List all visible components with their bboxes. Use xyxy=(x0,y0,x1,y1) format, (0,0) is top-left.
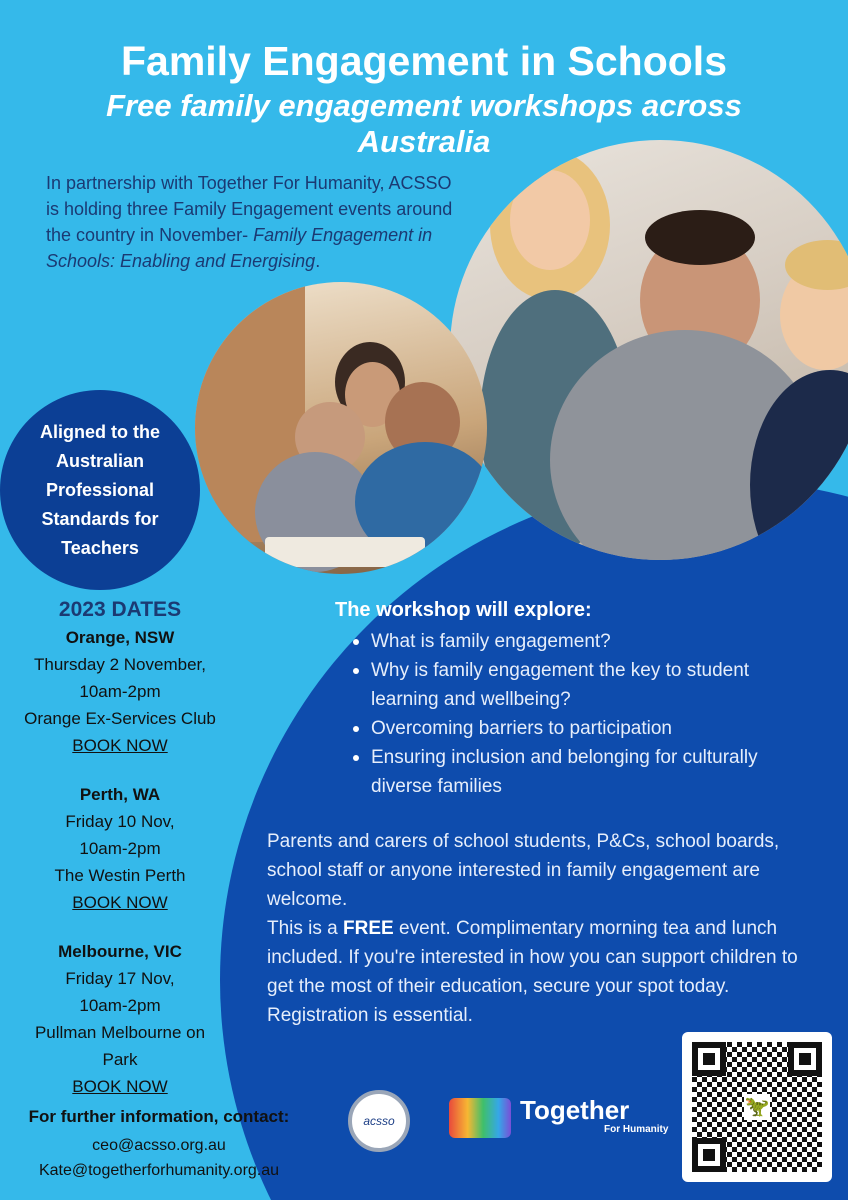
event-time: 10am-2pm xyxy=(79,996,161,1015)
event-venue: The Westin Perth xyxy=(54,866,186,885)
free-suffix: event. Complimentary morning tea and lunch included. If you're interested in how you can support children to get the most of their education, secure your spot today. Registration is essential. xyxy=(267,918,798,1026)
photo-woman-face xyxy=(510,170,590,270)
page-subtitle: Free family engagement workshops across Australia xyxy=(106,88,742,159)
intro-paragraph xyxy=(46,170,466,274)
aligned-text: Aligned to the Australian Professional Standards for Teachers xyxy=(40,421,160,558)
intro-event-name: Family Engagement in Schools: Enabling and Energising xyxy=(46,225,433,271)
dates-heading: 2023 DATES xyxy=(58,598,182,621)
description-para1: Parents and carers of school students, P&Cs, school boards, school staff or anyone interested in family engagement are welcome. xyxy=(267,831,780,910)
list-item: Why is family engagement the key to student learning and wellbeing? xyxy=(349,656,815,714)
contact-email-acsso[interactable]: ceo@acsso.org.au xyxy=(92,1137,226,1154)
acsso-logo xyxy=(348,1090,410,1152)
qr-finder-bottom-left xyxy=(692,1138,726,1172)
event-perth xyxy=(0,781,240,916)
family-photo-large xyxy=(450,140,848,560)
spacer xyxy=(0,759,240,781)
dates-column xyxy=(0,596,240,1100)
family-photo-small xyxy=(195,282,487,574)
book-now-link-melbourne[interactable]: BOOK NOW xyxy=(72,1077,168,1096)
together-for-humanity-name: Together xyxy=(520,1095,630,1125)
spacer xyxy=(0,916,240,938)
qr-finder-top-right xyxy=(788,1042,822,1076)
dinosaur-icon: 🦖 xyxy=(744,1096,770,1118)
acsso-logo-text: acsso xyxy=(363,1114,395,1128)
event-time: 10am-2pm xyxy=(79,839,161,858)
photo-man-hair xyxy=(645,210,755,265)
description-para2 xyxy=(267,914,815,1030)
photo-book xyxy=(265,537,425,567)
intro-end: . xyxy=(315,251,321,271)
event-city: Melbourne, VIC xyxy=(58,942,182,961)
page-title: Family Engagement in Schools xyxy=(120,38,727,84)
event-date: Friday 10 Nov, xyxy=(65,812,175,831)
aligned-standards-badge xyxy=(0,390,200,590)
event-date: Friday 17 Nov, xyxy=(65,969,175,988)
list-item: Overcoming barriers to participation xyxy=(349,714,815,743)
book-now-link-orange[interactable]: BOOK NOW xyxy=(72,736,168,755)
event-venue: Pullman Melbourne on Park xyxy=(34,1023,206,1069)
free-prefix: This is a xyxy=(267,918,344,939)
contact-block xyxy=(0,1104,318,1183)
intro-text: In partnership with Together For Humanity, ACSSO is holding three Family Engagement events around the country in November- xyxy=(46,173,453,245)
free-word: FREE xyxy=(343,918,394,939)
together-for-humanity-logo-mark xyxy=(449,1098,511,1138)
qr-code-pattern xyxy=(692,1042,822,1172)
workshop-heading: The workshop will explore: xyxy=(335,599,592,621)
contact-email-tfh[interactable]: Kate@togetherforhumanity.org.au xyxy=(38,1162,280,1179)
contact-lead: For further information, contact: xyxy=(28,1107,290,1126)
event-orange xyxy=(0,624,240,759)
event-city: Perth, WA xyxy=(79,785,161,804)
qr-finder-top-left xyxy=(692,1042,726,1076)
workshop-list xyxy=(335,627,815,801)
event-description xyxy=(267,827,815,1030)
event-city: Orange, NSW xyxy=(65,628,175,647)
event-date: Thursday 2 November, xyxy=(34,655,206,674)
event-melbourne xyxy=(0,938,240,1100)
book-now-link-perth[interactable]: BOOK NOW xyxy=(72,893,168,912)
event-time: 10am-2pm xyxy=(79,682,161,701)
qr-code-icon[interactable] xyxy=(682,1032,832,1182)
event-venue: Orange Ex-Services Club xyxy=(24,709,216,728)
list-item: What is family engagement? xyxy=(349,627,815,656)
list-item: Ensuring inclusion and belonging for culturally diverse families xyxy=(349,743,815,801)
workshop-explore xyxy=(335,596,815,801)
together-for-humanity-sub: For Humanity xyxy=(604,1124,669,1135)
